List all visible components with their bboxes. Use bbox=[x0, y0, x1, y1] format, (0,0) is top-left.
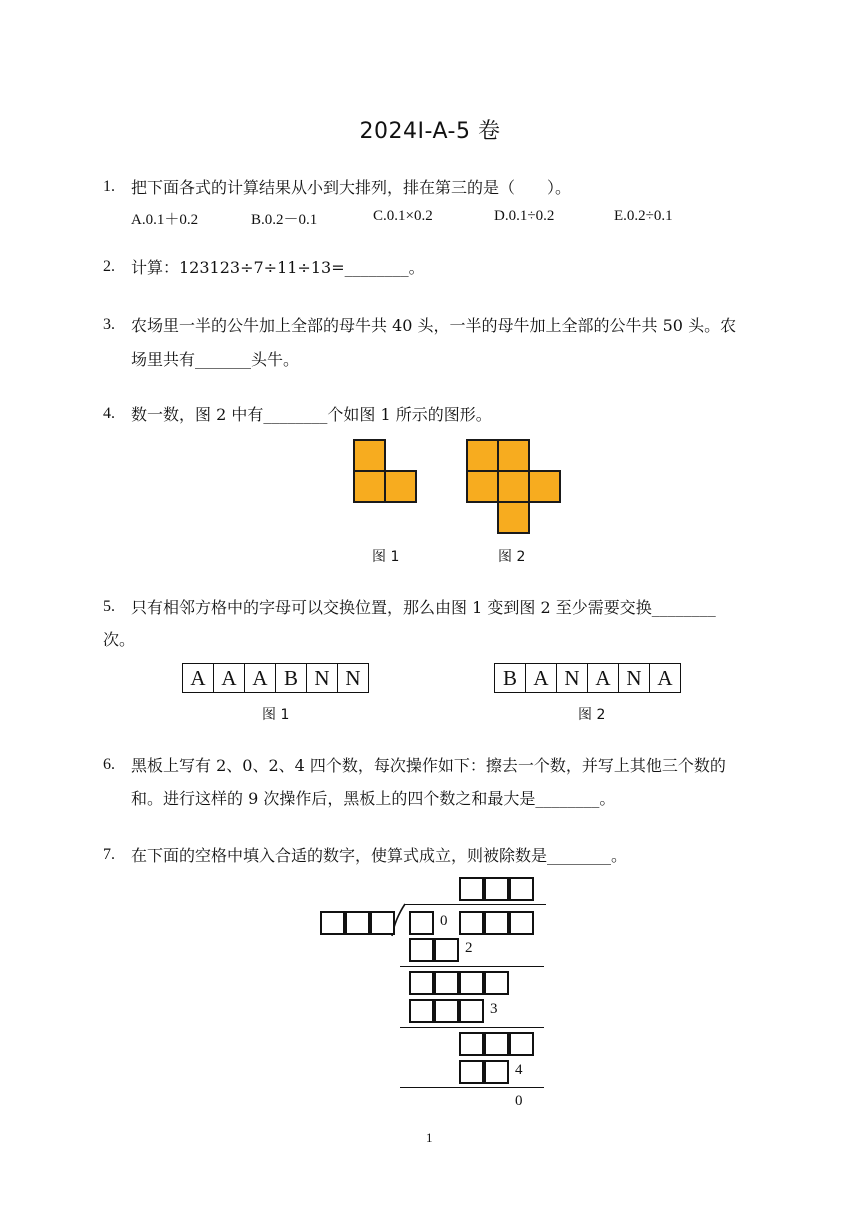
question-1-option-b: B.0.2－0.1 bbox=[251, 212, 318, 228]
shape-cell bbox=[497, 501, 530, 534]
blank-digit-box bbox=[434, 999, 459, 1023]
shape-cell bbox=[466, 470, 499, 503]
shape-cell bbox=[528, 470, 561, 503]
figure-2-caption: 图 2 bbox=[578, 707, 606, 723]
division-bracket bbox=[390, 903, 408, 937]
question-1-number: 1. bbox=[103, 178, 115, 195]
blank-digit-box bbox=[434, 971, 459, 995]
question-1-option-e: E.0.2÷0.1 bbox=[614, 208, 673, 224]
subtraction-line bbox=[400, 966, 544, 967]
question-5-line-1: 只有相邻方格中的字母可以交换位置，那么由图 1 变到图 2 至少需要交换________ bbox=[131, 598, 716, 617]
blank-digit-box bbox=[459, 877, 484, 901]
blank-digit-box bbox=[409, 938, 434, 962]
given-digit: 2 bbox=[465, 940, 473, 956]
letter-box: A bbox=[213, 663, 245, 693]
question-2-number: 2. bbox=[103, 258, 115, 275]
shape-cell bbox=[497, 439, 530, 472]
question-4-text: 数一数，图 2 中有________个如图 1 所示的图形。 bbox=[131, 405, 492, 424]
given-digit: 3 bbox=[490, 1001, 498, 1017]
question-1-option-c: C.0.1×0.2 bbox=[373, 208, 433, 224]
letter-box: A bbox=[525, 663, 557, 693]
letter-box: A bbox=[244, 663, 276, 693]
shape-cell bbox=[353, 470, 386, 503]
letter-box: N bbox=[337, 663, 369, 693]
question-2-text: 计算：123123÷7÷11÷13=________。 bbox=[131, 258, 425, 277]
letter-box: A bbox=[649, 663, 681, 693]
question-5-line-2: 次。 bbox=[103, 630, 136, 649]
letter-row-figure-1 bbox=[182, 663, 374, 693]
letter-box: B bbox=[494, 663, 526, 693]
shape-cell bbox=[466, 439, 499, 472]
figure-1-caption: 图 1 bbox=[372, 549, 400, 565]
letter-box: A bbox=[587, 663, 619, 693]
question-3-number: 3. bbox=[103, 316, 115, 333]
question-5-number: 5. bbox=[103, 598, 115, 615]
question-3-line-2: 场里共有_______头牛。 bbox=[131, 350, 300, 369]
blank-digit-box bbox=[484, 971, 509, 995]
letter-box: B bbox=[275, 663, 307, 693]
blank-digit-box bbox=[484, 1032, 509, 1056]
subtraction-line bbox=[400, 1027, 544, 1028]
letter-box: N bbox=[618, 663, 650, 693]
question-1-option-d: D.0.1÷0.2 bbox=[494, 208, 555, 224]
given-digit: 0 bbox=[440, 913, 448, 929]
question-4-number: 4. bbox=[103, 405, 115, 422]
question-1-text: 把下面各式的计算结果从小到大排列，排在第三的是（ ）。 bbox=[131, 178, 572, 197]
question-1-option-a: A.0.1＋0.2 bbox=[131, 212, 199, 228]
blank-digit-box bbox=[459, 911, 484, 935]
blank-digit-box bbox=[459, 1060, 484, 1084]
letter-box: A bbox=[182, 663, 214, 693]
page-title: 2024I-A-5 卷 bbox=[359, 119, 501, 144]
figure-2-shape bbox=[466, 439, 562, 535]
blank-digit-box bbox=[459, 1032, 484, 1056]
shape-cell bbox=[353, 439, 386, 472]
figure-2-caption: 图 2 bbox=[498, 549, 526, 565]
question-7-text: 在下面的空格中填入合适的数字，使算式成立，则被除数是________。 bbox=[131, 846, 628, 865]
shape-cell bbox=[497, 470, 530, 503]
figure-1-l-shape bbox=[353, 439, 419, 505]
blank-digit-box bbox=[484, 1060, 509, 1084]
given-digit: 4 bbox=[515, 1062, 523, 1078]
blank-digit-box bbox=[509, 877, 534, 901]
question-7-number: 7. bbox=[103, 846, 115, 863]
blank-digit-box bbox=[484, 911, 509, 935]
blank-digit-box bbox=[409, 999, 434, 1023]
blank-digit-box bbox=[484, 877, 509, 901]
blank-digit-box bbox=[370, 911, 395, 935]
blank-digit-box bbox=[459, 999, 484, 1023]
question-3-line-1: 农场里一半的公牛加上全部的母牛共 40 头，一半的母牛加上全部的公牛共 50 头。农 bbox=[131, 316, 737, 335]
blank-digit-box bbox=[409, 911, 434, 935]
blank-digit-box bbox=[345, 911, 370, 935]
blank-digit-box bbox=[509, 911, 534, 935]
letter-box: N bbox=[556, 663, 588, 693]
question-6-line-1: 黑板上写有 2、0、2、4 四个数，每次操作如下：擦去一个数，并写上其他三个数的 bbox=[131, 756, 726, 775]
blank-digit-box bbox=[320, 911, 345, 935]
remainder-digit: 0 bbox=[515, 1093, 523, 1109]
shape-cell bbox=[384, 470, 417, 503]
figure-1-caption: 图 1 bbox=[262, 707, 290, 723]
page-number: 1 bbox=[426, 1130, 433, 1145]
subtraction-line bbox=[400, 1087, 544, 1088]
division-bar bbox=[404, 904, 546, 905]
blank-digit-box bbox=[434, 938, 459, 962]
question-6-line-2: 和。进行这样的 9 次操作后，黑板上的四个数之和最大是________。 bbox=[131, 789, 616, 808]
letter-row-figure-2 bbox=[494, 663, 686, 693]
blank-digit-box bbox=[409, 971, 434, 995]
question-6-number: 6. bbox=[103, 756, 115, 773]
letter-box: N bbox=[306, 663, 338, 693]
blank-digit-box bbox=[509, 1032, 534, 1056]
blank-digit-box bbox=[459, 971, 484, 995]
